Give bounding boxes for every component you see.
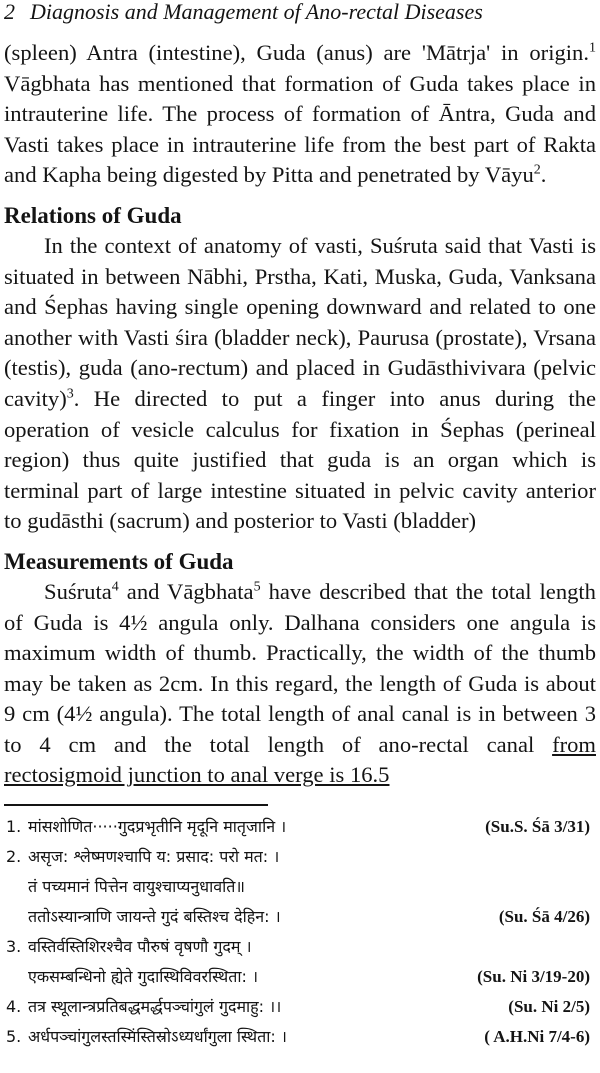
footnote-line xyxy=(0,992,600,1022)
heading-relations-of-guda: Relations of Guda xyxy=(4,202,182,228)
footnote-line xyxy=(0,872,600,902)
paragraph-relations xyxy=(4,231,596,537)
text-segment: (spleen) Antra (intestine), Guda (anus) are 'Mātrja' in origin. xyxy=(4,40,589,65)
footnote-citation: (Su. Ni 2/5) xyxy=(508,997,590,1016)
footnote-line xyxy=(0,842,600,872)
footnote-citation: ( A.H.Ni 7/4-6) xyxy=(484,1027,590,1046)
footnote-ref-4: 4 xyxy=(111,579,119,595)
footnote-ref-3: 3 xyxy=(66,386,74,402)
footnote-text: ततोऽस्यान्त्राणि जायन्ते गुदं बस्तिश्च देहिन: । xyxy=(28,907,281,926)
footnote-citation: (Su. Śā 4/26) xyxy=(498,907,590,926)
main-text xyxy=(4,38,596,791)
footnote-line xyxy=(0,902,600,932)
underlined-text: from rectosigmoid junction to anal verge is 16.5 xyxy=(4,731,596,788)
footnote-line xyxy=(0,1022,600,1052)
text-segment: Vāgbhata has mentioned that formation of Guda takes place in intrauterine life. The process of formation of Āntra, Guda and Vasti takes place in intrauterine life from the best part of Rakta and Kapha being digested by Pitta and penetrated by Vāyu xyxy=(4,70,596,188)
footnote-number: 3. xyxy=(6,937,22,956)
footnote-line xyxy=(0,812,600,842)
running-header xyxy=(4,0,594,26)
heading-measurements-of-guda: Measurements of Guda xyxy=(4,548,234,574)
footnote-number: 5. xyxy=(6,1027,22,1046)
footnote-text: तत्र स्थूलान्त्रप्रतिबद्धमर्द्धपञ्चांगुलं गुदमाहु: ।। xyxy=(28,997,282,1016)
footnote-line xyxy=(0,962,600,992)
page-number: 2 xyxy=(4,0,15,24)
footnote-text: मांसशोणित·····गुदप्रभृतीनि मृदूनि मातृजानि । xyxy=(28,817,287,836)
footnote-text: वस्तिर्वस्तिशिरश्चैव पौरुषं वृषणौ गुदम् । xyxy=(28,937,252,956)
footnote-ref-1: 1 xyxy=(589,40,596,56)
footnote-text: एकसम्बन्धिनो ह्येते गुदास्थिविवरस्थिता: । xyxy=(28,967,259,986)
footnote-line xyxy=(0,932,600,962)
footnotes xyxy=(0,812,600,1052)
text-segment: In the context of anatomy of vasti, Suśruta said that Vasti is situated in between Nābhi, Prstha, Kati, Muska, Guda, Vanksana and Śephas having single opening downward and related to one another with Vasti śira (bladder neck), Paurusa (prostate), Vrsana (testis), guda (ano-rectum) and placed in Gudāsthivivara (pelvic cavity) xyxy=(4,232,596,411)
footnote-text: अर्धपञ्चांगुलस्तस्मिंस्तिस्रोऽध्यर्धांगुला स्थिता: । xyxy=(28,1027,287,1046)
text-segment: have described that the total length of Guda is 4½ angula only. Dalhana considers one angula is maximum width of thumb. Practically, the width of the thumb may be taken as 2cm. In this regard, the length of Guda is about 9 cm (4½ angula). The total length of anal canal is in between 3 to 4 cm and the total length of ano-rectal canal xyxy=(4,578,596,757)
footnote-text: असृज: श्लेष्मणश्चापि य: प्रसाद: परो मत: । xyxy=(28,847,280,866)
footnote-divider xyxy=(4,804,268,806)
footnote-number: 4. xyxy=(6,997,22,1016)
footnote-number: 2. xyxy=(6,847,22,866)
footnote-citation: (Su.S. Śā 3/31) xyxy=(485,817,590,836)
text-segment: and Vāgbhata xyxy=(118,578,254,604)
running-title: Diagnosis and Management of Ano-rectal Diseases xyxy=(30,0,483,24)
footnote-ref-2: 2 xyxy=(533,162,541,178)
text-segment: . He directed to put a finger into anus during the operation of vesicle calculus for fixation in Śephas (perineal region) thus quite justified that guda is an organ which is terminal part of large intestine situated in pelvic cavity anterior to gudāsthi (sacrum) and posterior to Vasti (bladder) xyxy=(4,385,596,534)
text-segment: . xyxy=(540,162,547,188)
text-segment: Suśruta xyxy=(44,578,112,604)
paragraph-measurements xyxy=(4,577,596,791)
footnote-text: तं पच्यमानं पित्तेन वायुश्चाप्यनुधावति॥ xyxy=(28,877,245,896)
footnote-number: 1. xyxy=(6,817,22,836)
footnote-citation: (Su. Ni 3/19-20) xyxy=(477,967,590,986)
paragraph-intro xyxy=(4,38,596,191)
footnote-ref-5: 5 xyxy=(253,579,261,595)
